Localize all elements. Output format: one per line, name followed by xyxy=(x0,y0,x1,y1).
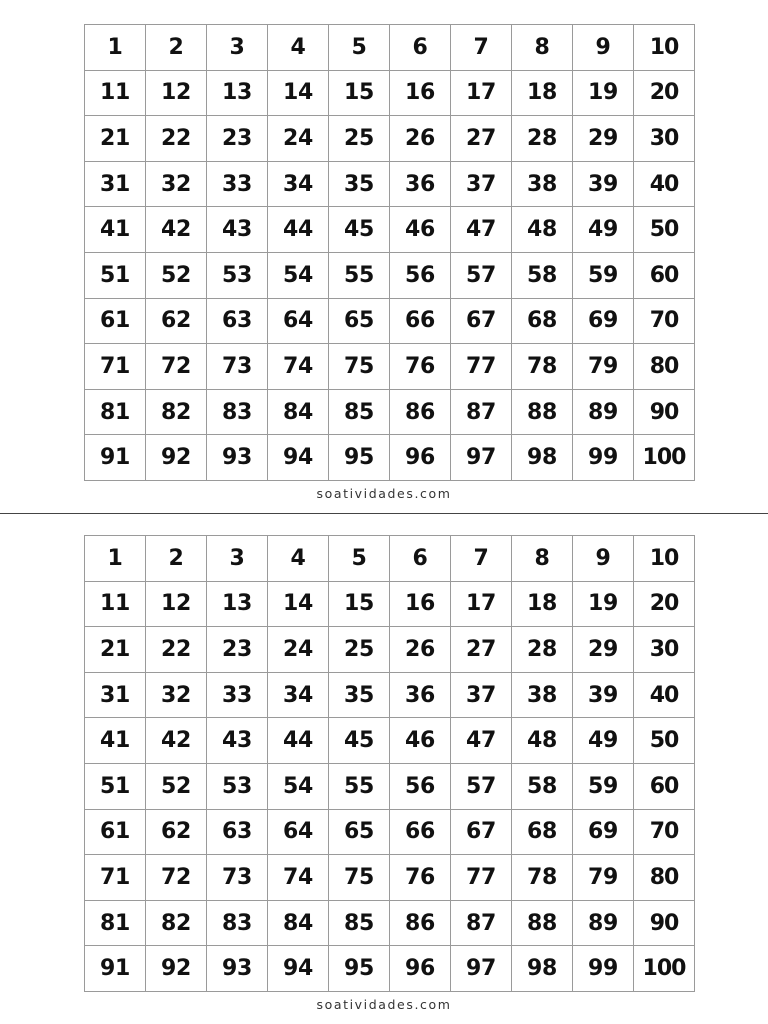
number-cell: 65 xyxy=(329,298,390,344)
number-cell: 97 xyxy=(451,435,512,481)
number-cell: 48 xyxy=(512,207,573,253)
number-cell: 18 xyxy=(512,581,573,627)
number-cell: 46 xyxy=(390,207,451,253)
number-cell: 73 xyxy=(207,855,268,901)
number-cell: 29 xyxy=(573,627,634,673)
number-cell: 45 xyxy=(329,207,390,253)
grid-row xyxy=(85,298,695,344)
number-cell: 96 xyxy=(390,435,451,481)
number-cell: 44 xyxy=(268,718,329,764)
number-cell: 98 xyxy=(512,435,573,481)
number-cell: 28 xyxy=(512,116,573,162)
number-cell: 42 xyxy=(146,207,207,253)
number-cell: 56 xyxy=(390,763,451,809)
number-cell: 6 xyxy=(390,25,451,71)
number-cell: 82 xyxy=(146,900,207,946)
number-cell: 45 xyxy=(329,718,390,764)
number-cell: 57 xyxy=(451,252,512,298)
number-cell: 3 xyxy=(207,25,268,71)
number-cell: 19 xyxy=(573,581,634,627)
number-cell: 11 xyxy=(85,70,146,116)
number-cell: 33 xyxy=(207,672,268,718)
number-cell: 100 xyxy=(634,435,695,481)
number-cell: 96 xyxy=(390,946,451,992)
number-cell: 87 xyxy=(451,389,512,435)
grid-row xyxy=(85,855,695,901)
number-cell: 82 xyxy=(146,389,207,435)
site-credit: soatividades.com xyxy=(316,485,452,501)
number-cell: 9 xyxy=(573,25,634,71)
grid-row xyxy=(85,536,695,582)
number-cell: 75 xyxy=(329,855,390,901)
number-cell: 87 xyxy=(451,900,512,946)
number-cell: 11 xyxy=(85,581,146,627)
number-cell: 31 xyxy=(85,161,146,207)
number-cell: 29 xyxy=(573,116,634,162)
number-cell: 25 xyxy=(329,627,390,673)
number-cell: 94 xyxy=(268,435,329,481)
number-cell: 53 xyxy=(207,252,268,298)
number-cell: 31 xyxy=(85,672,146,718)
site-credit: soatividades.com xyxy=(316,996,452,1012)
grid-row xyxy=(85,718,695,764)
number-cell: 10 xyxy=(634,536,695,582)
number-cell: 20 xyxy=(634,70,695,116)
number-cell: 72 xyxy=(146,344,207,390)
number-cell: 7 xyxy=(451,25,512,71)
number-cell: 16 xyxy=(390,70,451,116)
number-cell: 75 xyxy=(329,344,390,390)
number-cell: 1 xyxy=(85,536,146,582)
number-cell: 66 xyxy=(390,809,451,855)
number-cell: 71 xyxy=(85,344,146,390)
number-cell: 5 xyxy=(329,536,390,582)
number-cell: 59 xyxy=(573,252,634,298)
number-cell: 17 xyxy=(451,70,512,116)
number-cell: 79 xyxy=(573,855,634,901)
number-cell: 62 xyxy=(146,298,207,344)
hundred-chart-top xyxy=(84,24,684,501)
number-cell: 68 xyxy=(512,298,573,344)
number-cell: 26 xyxy=(390,116,451,162)
number-cell: 81 xyxy=(85,389,146,435)
number-cell: 80 xyxy=(634,344,695,390)
number-cell: 86 xyxy=(390,900,451,946)
number-cell: 6 xyxy=(390,536,451,582)
number-cell: 52 xyxy=(146,252,207,298)
number-cell: 1 xyxy=(85,25,146,71)
number-cell: 26 xyxy=(390,627,451,673)
number-cell: 61 xyxy=(85,809,146,855)
number-cell: 70 xyxy=(634,298,695,344)
number-cell: 27 xyxy=(451,627,512,673)
number-cell: 27 xyxy=(451,116,512,162)
number-cell: 66 xyxy=(390,298,451,344)
grid-row xyxy=(85,627,695,673)
number-cell: 68 xyxy=(512,809,573,855)
number-cell: 76 xyxy=(390,855,451,901)
number-grid xyxy=(84,535,695,992)
number-cell: 95 xyxy=(329,946,390,992)
number-cell: 63 xyxy=(207,298,268,344)
number-cell: 77 xyxy=(451,855,512,901)
number-cell: 67 xyxy=(451,809,512,855)
number-cell: 99 xyxy=(573,946,634,992)
number-cell: 44 xyxy=(268,207,329,253)
number-cell: 15 xyxy=(329,581,390,627)
grid-row xyxy=(85,25,695,71)
number-cell: 77 xyxy=(451,344,512,390)
number-cell: 55 xyxy=(329,763,390,809)
number-cell: 36 xyxy=(390,161,451,207)
number-cell: 48 xyxy=(512,718,573,764)
number-cell: 41 xyxy=(85,718,146,764)
number-cell: 61 xyxy=(85,298,146,344)
grid-row xyxy=(85,389,695,435)
number-cell: 30 xyxy=(634,627,695,673)
number-cell: 64 xyxy=(268,298,329,344)
grid-row xyxy=(85,344,695,390)
number-cell: 4 xyxy=(268,25,329,71)
number-cell: 12 xyxy=(146,70,207,116)
number-cell: 85 xyxy=(329,900,390,946)
number-cell: 3 xyxy=(207,536,268,582)
number-cell: 93 xyxy=(207,946,268,992)
number-cell: 50 xyxy=(634,207,695,253)
number-cell: 20 xyxy=(634,581,695,627)
number-cell: 34 xyxy=(268,161,329,207)
grid-row xyxy=(85,763,695,809)
grid-row xyxy=(85,207,695,253)
grid-row xyxy=(85,946,695,992)
number-cell: 13 xyxy=(207,581,268,627)
number-cell: 8 xyxy=(512,536,573,582)
number-cell: 80 xyxy=(634,855,695,901)
number-cell: 51 xyxy=(85,252,146,298)
number-cell: 60 xyxy=(634,252,695,298)
number-cell: 15 xyxy=(329,70,390,116)
grid-row xyxy=(85,435,695,481)
number-cell: 33 xyxy=(207,161,268,207)
grid-row xyxy=(85,900,695,946)
number-cell: 78 xyxy=(512,344,573,390)
cut-line-divider xyxy=(0,513,768,514)
number-cell: 51 xyxy=(85,763,146,809)
number-cell: 9 xyxy=(573,536,634,582)
number-cell: 55 xyxy=(329,252,390,298)
number-cell: 7 xyxy=(451,536,512,582)
number-cell: 43 xyxy=(207,207,268,253)
number-cell: 63 xyxy=(207,809,268,855)
number-cell: 47 xyxy=(451,718,512,764)
grid-row xyxy=(85,581,695,627)
number-cell: 62 xyxy=(146,809,207,855)
number-cell: 58 xyxy=(512,763,573,809)
number-cell: 40 xyxy=(634,672,695,718)
number-cell: 81 xyxy=(85,900,146,946)
number-cell: 54 xyxy=(268,763,329,809)
number-cell: 5 xyxy=(329,25,390,71)
number-cell: 40 xyxy=(634,161,695,207)
number-cell: 14 xyxy=(268,70,329,116)
number-cell: 21 xyxy=(85,116,146,162)
number-cell: 23 xyxy=(207,627,268,673)
number-cell: 41 xyxy=(85,207,146,253)
number-cell: 49 xyxy=(573,718,634,764)
number-cell: 100 xyxy=(634,946,695,992)
number-cell: 74 xyxy=(268,855,329,901)
number-cell: 32 xyxy=(146,161,207,207)
number-cell: 8 xyxy=(512,25,573,71)
number-cell: 69 xyxy=(573,298,634,344)
number-cell: 19 xyxy=(573,70,634,116)
number-cell: 37 xyxy=(451,161,512,207)
grid-row xyxy=(85,70,695,116)
number-cell: 37 xyxy=(451,672,512,718)
number-cell: 38 xyxy=(512,672,573,718)
number-cell: 56 xyxy=(390,252,451,298)
number-cell: 21 xyxy=(85,627,146,673)
number-cell: 92 xyxy=(146,435,207,481)
number-cell: 88 xyxy=(512,389,573,435)
number-cell: 86 xyxy=(390,389,451,435)
number-cell: 85 xyxy=(329,389,390,435)
number-cell: 49 xyxy=(573,207,634,253)
number-cell: 65 xyxy=(329,809,390,855)
number-cell: 57 xyxy=(451,763,512,809)
number-cell: 93 xyxy=(207,435,268,481)
hundred-chart-bottom xyxy=(84,535,684,1012)
number-cell: 24 xyxy=(268,116,329,162)
number-cell: 50 xyxy=(634,718,695,764)
number-cell: 99 xyxy=(573,435,634,481)
number-cell: 39 xyxy=(573,672,634,718)
number-cell: 97 xyxy=(451,946,512,992)
number-cell: 4 xyxy=(268,536,329,582)
number-cell: 2 xyxy=(146,536,207,582)
number-cell: 59 xyxy=(573,763,634,809)
number-cell: 91 xyxy=(85,435,146,481)
number-cell: 58 xyxy=(512,252,573,298)
number-cell: 78 xyxy=(512,855,573,901)
number-cell: 73 xyxy=(207,344,268,390)
number-cell: 64 xyxy=(268,809,329,855)
grid-row xyxy=(85,809,695,855)
number-cell: 72 xyxy=(146,855,207,901)
number-cell: 25 xyxy=(329,116,390,162)
grid-row xyxy=(85,116,695,162)
number-cell: 12 xyxy=(146,581,207,627)
number-cell: 46 xyxy=(390,718,451,764)
number-cell: 32 xyxy=(146,672,207,718)
number-cell: 89 xyxy=(573,900,634,946)
number-cell: 83 xyxy=(207,389,268,435)
number-cell: 18 xyxy=(512,70,573,116)
number-cell: 22 xyxy=(146,116,207,162)
number-cell: 69 xyxy=(573,809,634,855)
number-cell: 34 xyxy=(268,672,329,718)
number-cell: 28 xyxy=(512,627,573,673)
grid-row xyxy=(85,252,695,298)
number-cell: 13 xyxy=(207,70,268,116)
number-cell: 17 xyxy=(451,581,512,627)
number-cell: 38 xyxy=(512,161,573,207)
number-cell: 84 xyxy=(268,389,329,435)
number-cell: 92 xyxy=(146,946,207,992)
number-cell: 60 xyxy=(634,763,695,809)
number-cell: 79 xyxy=(573,344,634,390)
number-cell: 95 xyxy=(329,435,390,481)
number-cell: 83 xyxy=(207,900,268,946)
number-cell: 30 xyxy=(634,116,695,162)
number-cell: 84 xyxy=(268,900,329,946)
number-cell: 23 xyxy=(207,116,268,162)
number-cell: 47 xyxy=(451,207,512,253)
number-grid xyxy=(84,24,695,481)
grid-row xyxy=(85,672,695,718)
number-cell: 94 xyxy=(268,946,329,992)
number-cell: 88 xyxy=(512,900,573,946)
number-cell: 90 xyxy=(634,900,695,946)
number-cell: 14 xyxy=(268,581,329,627)
number-cell: 71 xyxy=(85,855,146,901)
grid-row xyxy=(85,161,695,207)
number-cell: 43 xyxy=(207,718,268,764)
number-cell: 89 xyxy=(573,389,634,435)
number-cell: 98 xyxy=(512,946,573,992)
number-cell: 16 xyxy=(390,581,451,627)
number-cell: 70 xyxy=(634,809,695,855)
number-cell: 35 xyxy=(329,672,390,718)
number-cell: 35 xyxy=(329,161,390,207)
number-cell: 2 xyxy=(146,25,207,71)
number-cell: 39 xyxy=(573,161,634,207)
number-cell: 67 xyxy=(451,298,512,344)
number-cell: 42 xyxy=(146,718,207,764)
number-cell: 74 xyxy=(268,344,329,390)
number-cell: 24 xyxy=(268,627,329,673)
number-cell: 90 xyxy=(634,389,695,435)
number-cell: 53 xyxy=(207,763,268,809)
number-cell: 91 xyxy=(85,946,146,992)
number-cell: 76 xyxy=(390,344,451,390)
number-cell: 10 xyxy=(634,25,695,71)
number-cell: 22 xyxy=(146,627,207,673)
number-cell: 36 xyxy=(390,672,451,718)
number-cell: 54 xyxy=(268,252,329,298)
number-cell: 52 xyxy=(146,763,207,809)
